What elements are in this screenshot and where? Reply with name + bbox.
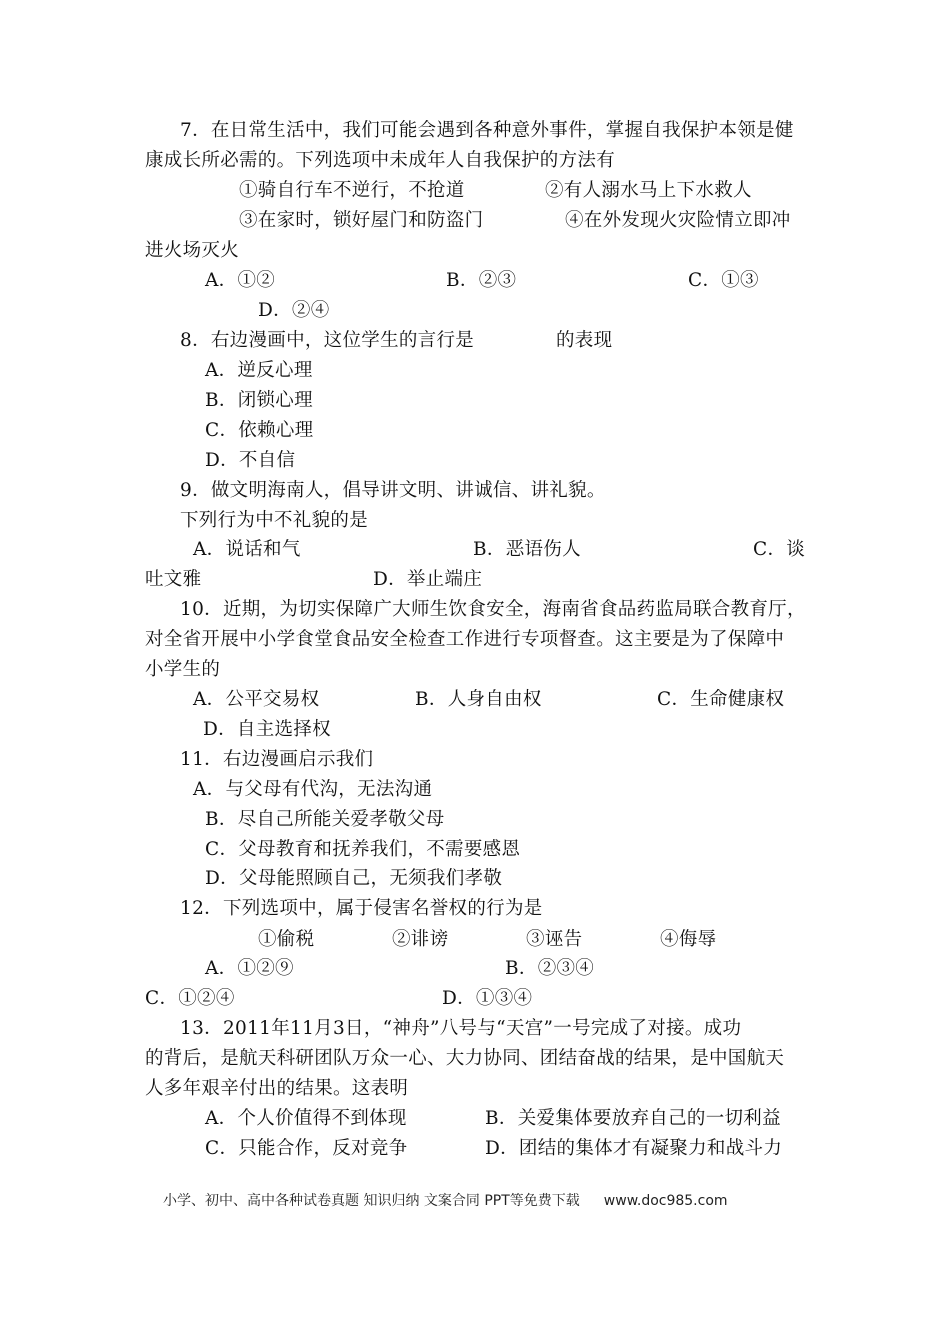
q12-item-3: ③诬告 bbox=[526, 929, 583, 950]
q7-item-4-cont: 进火场灭火 bbox=[145, 240, 240, 261]
q11-option-c: C．父母教育和抚养我们，不需要感恩 bbox=[205, 839, 521, 860]
q7-option-a: A．①② bbox=[205, 270, 276, 291]
q7-option-d: D．②④ bbox=[258, 300, 330, 321]
q12-item-1: ①偷税 bbox=[258, 929, 315, 950]
q13-stem-line3: 人多年艰辛付出的结果。这表明 bbox=[145, 1078, 409, 1099]
q9-option-a: A．说话和气 bbox=[193, 539, 301, 560]
q11-option-d: D．父母能照顾自己，无须我们孝敬 bbox=[205, 868, 503, 889]
q10-stem-line3: 小学生的 bbox=[145, 659, 221, 680]
q10-stem-line2: 对全省开展中小学食堂食品安全检查工作进行专项督查。这主要是为了保障中 bbox=[145, 629, 785, 650]
q13-option-c: C．只能合作，反对竞争 bbox=[205, 1138, 408, 1159]
q10-stem-line1: 10．近期，为切实保障广大师生饮食安全，海南省食品药监局联合教育厅， bbox=[180, 599, 806, 620]
q10-option-b: B．人身自由权 bbox=[415, 689, 542, 710]
q7-item-1: ①骑自行车不逆行，不抢道 bbox=[239, 180, 465, 201]
q8-option-a: A．逆反心理 bbox=[205, 360, 313, 381]
q13-option-a: A．个人价值得不到体现 bbox=[205, 1108, 407, 1129]
q10-option-c: C．生命健康权 bbox=[657, 689, 785, 710]
q11-stem: 11．右边漫画启示我们 bbox=[180, 749, 374, 770]
q13-stem-line2: 的背后，是航天科研团队万众一心、大力协同、团结奋战的结果，是中国航天 bbox=[145, 1048, 785, 1069]
q10-option-d: D．自主选择权 bbox=[203, 719, 331, 740]
q13-option-b: B．关爱集体要放弃自己的一切利益 bbox=[485, 1108, 781, 1129]
q8-option-c: C．依赖心理 bbox=[205, 420, 314, 441]
q12-option-a: A．①②⑨ bbox=[205, 958, 294, 979]
q11-option-b: B．尽自己所能关爱孝敬父母 bbox=[205, 809, 445, 830]
q7-stem-line2: 康成长所必需的。下列选项中未成年人自我保护的方法有 bbox=[145, 150, 616, 171]
page-footer bbox=[163, 1190, 728, 1210]
q7-item-3: ③在家时，锁好屋门和防盗门 bbox=[239, 210, 484, 231]
q12-item-2: ②诽谤 bbox=[392, 929, 449, 950]
q7-stem-line1: 7．在日常生活中，我们可能会遇到各种意外事件，掌握自我保护本领是健 bbox=[180, 120, 794, 141]
q12-stem: 12．下列选项中，属于侵害名誉权的行为是 bbox=[180, 898, 543, 919]
footer-text: 小学、初中、高中各种试卷真题 知识归纳 文案合同 PPT等免费下载 bbox=[163, 1193, 580, 1209]
q9-option-c-cont: 吐文雅 bbox=[145, 569, 202, 590]
q8-option-b: B．闭锁心理 bbox=[205, 390, 313, 411]
q9-option-c: C．谈 bbox=[753, 539, 806, 560]
q9-option-d: D．举止端庄 bbox=[373, 569, 483, 590]
q7-item-2: ②有人溺水马上下水救人 bbox=[545, 180, 752, 201]
q9-stem-line1: 9．做文明海南人，倡导讲文明、讲诚信、讲礼貌。 bbox=[180, 480, 606, 501]
q13-stem-line1: 13．2011年11月3日，“神舟”八号与“天宫”一号完成了对接。成功 bbox=[180, 1018, 742, 1039]
q11-option-a: A．与父母有代沟，无法沟通 bbox=[193, 779, 433, 800]
q7-option-b: B．②③ bbox=[446, 270, 517, 291]
q12-option-b: B．②③④ bbox=[505, 958, 595, 979]
q13-option-d: D．团结的集体才有凝聚力和战斗力 bbox=[485, 1138, 783, 1159]
q7-option-c: C．①③ bbox=[688, 270, 759, 291]
q12-option-c: C．①②④ bbox=[145, 988, 235, 1009]
q10-option-a: A．公平交易权 bbox=[193, 689, 320, 710]
q9-option-b: B．恶语伤人 bbox=[473, 539, 581, 560]
q8-stem-end: 的表现 bbox=[556, 330, 613, 351]
q12-option-d: D．①③④ bbox=[442, 988, 533, 1009]
footer-url: www.doc985.com bbox=[603, 1193, 728, 1209]
q8-stem: 8．右边漫画中，这位学生的言行是 bbox=[180, 330, 475, 351]
q7-item-4: ④在外发现火灾险情立即冲 bbox=[565, 210, 791, 231]
q8-option-d: D．不自信 bbox=[205, 450, 296, 471]
q12-item-4: ④侮辱 bbox=[660, 929, 717, 950]
q9-stem-line2: 下列行为中不礼貌的是 bbox=[180, 510, 369, 531]
